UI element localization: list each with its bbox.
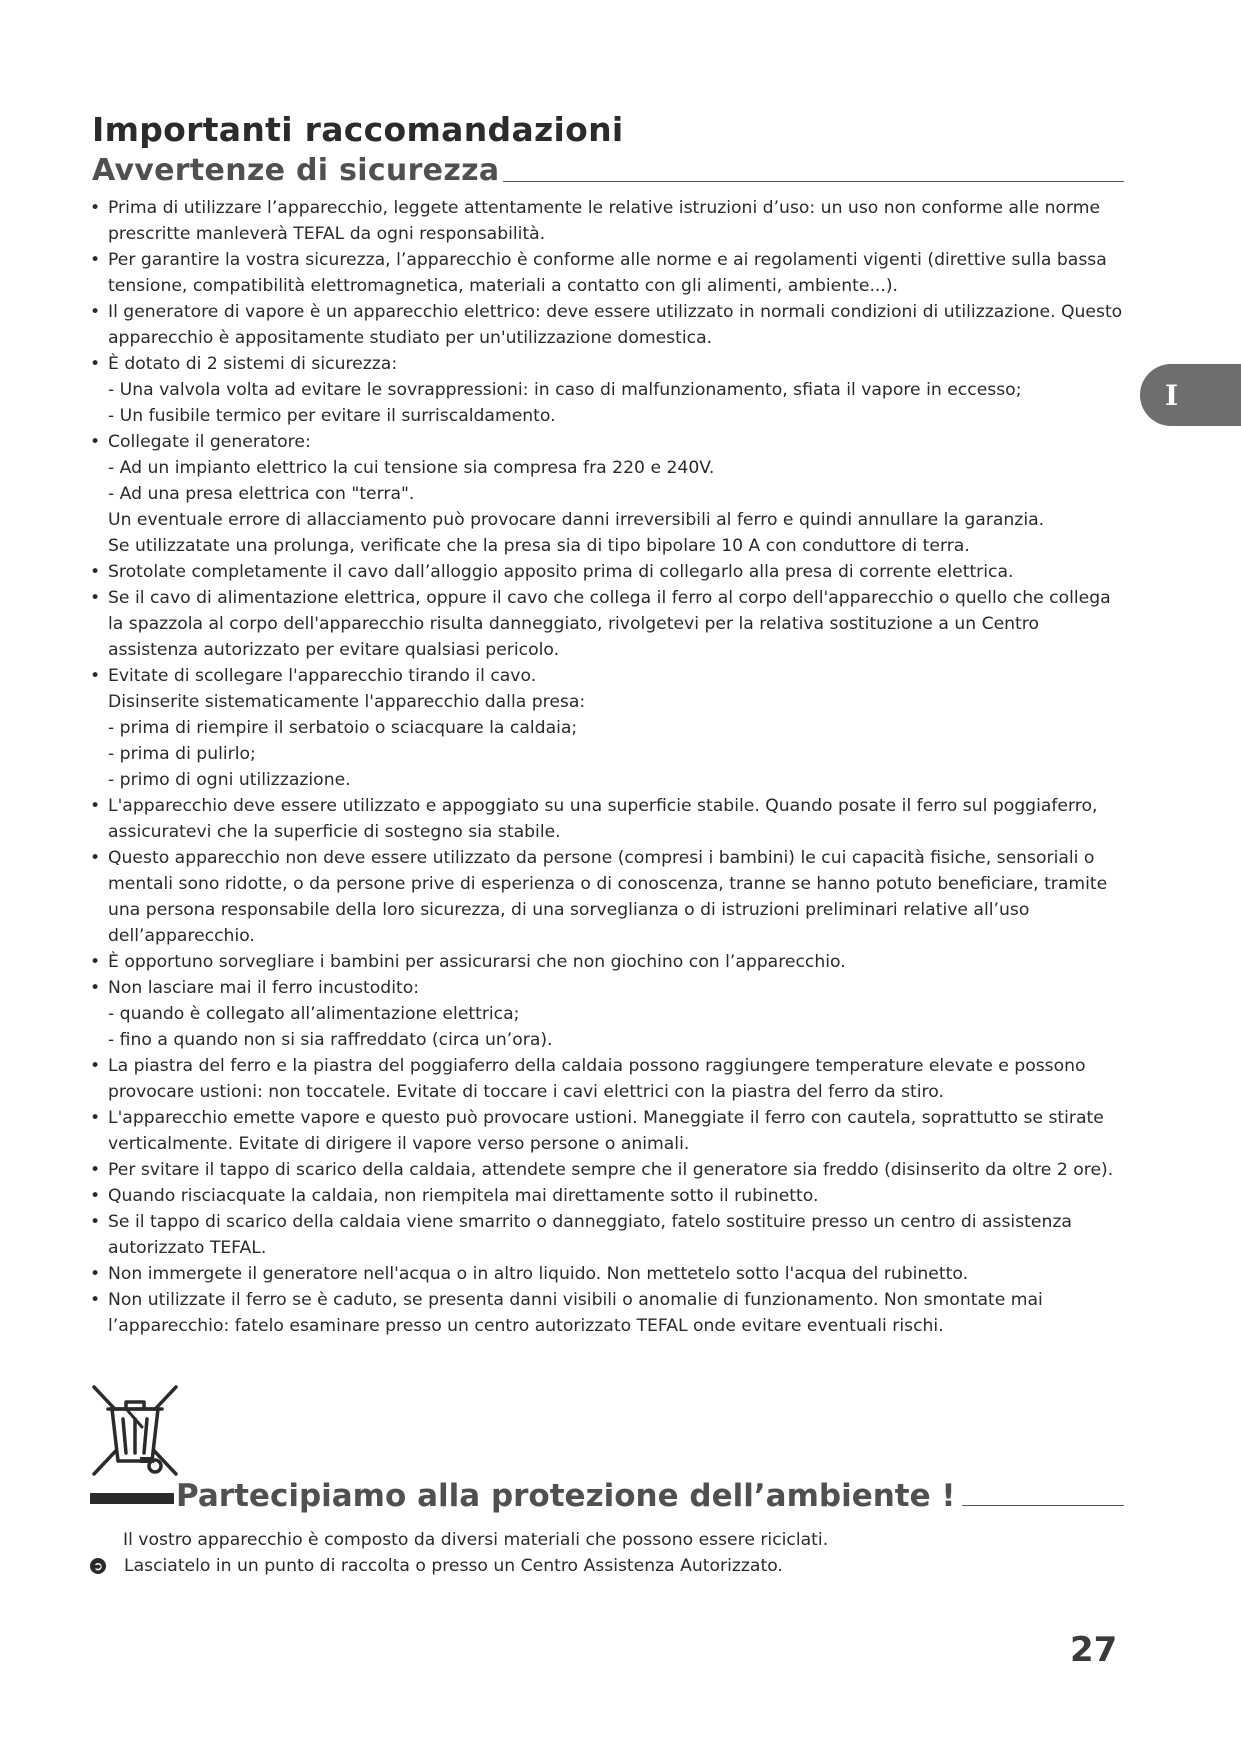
language-tab-marker: I	[1140, 364, 1241, 426]
environment-heading-text: Partecipiamo alla protezione dell’ambiente !	[176, 1478, 956, 1514]
safety-item-line: - primo di ogni utilizzazione.	[108, 770, 351, 790]
safety-item-line: dell’apparecchio.	[108, 926, 255, 946]
safety-item-line: • Se il tappo di scarico della caldaia viene smarrito o danneggiato, fatelo sostituire presso un centro di assistenza	[108, 1212, 1072, 1232]
safety-item-line: assistenza autorizzato per evitare qualsiasi pericolo.	[108, 640, 560, 660]
safety-item-line: - Ad un impianto elettrico la cui tensione sia compresa fra 220 e 240V.	[108, 458, 715, 478]
recycling-info-text: Il vostro apparecchio è composto da diversi materiali che possono essere riciclati.	[123, 1530, 829, 1550]
safety-item-line: • Non utilizzate il ferro se è caduto, se presenta danni visibili o anomalie di funzionamento. Non smontate mai	[108, 1290, 1043, 1310]
safety-item-line: mentali sono ridotte, o da persone prive di esperienza o di conoscenza, tranne se hanno potuto beneficiare, tramite	[108, 874, 1108, 894]
safety-item-line: • Evitate di scollegare l'apparecchio tirando il cavo.	[108, 666, 537, 686]
environment-heading-divider	[962, 1505, 1124, 1506]
safety-item	[90, 1209, 1205, 1261]
safety-item	[90, 1261, 1205, 1287]
safety-item-line: prescritte manleverà TEFAL da ogni responsabilità.	[108, 224, 546, 244]
safety-item-line: tensione, compatibilità elettromagnetica, materiali a contatto con gli alimenti, ambiente...).	[108, 276, 899, 296]
crossed-bin-weee-icon	[90, 1383, 180, 1478]
safety-item	[90, 247, 1205, 299]
subtitle-divider	[503, 181, 1124, 182]
recycling-instruction-text: Lasciatelo in un punto di raccolta o presso un Centro Assistenza Autorizzato.	[124, 1556, 783, 1576]
safety-item-line: • Non immergete il generatore nell'acqua o in altro liquido. Non mettetelo sotto l'acqua del rubinetto.	[108, 1264, 969, 1284]
safety-item-line: una persona responsabile della loro sicurezza, di una sorveglianza o di istruzioni preliminari relative all’uso	[108, 900, 1030, 920]
safety-item-line: - prima di riempire il serbatoio o sciacquare la caldaia;	[108, 718, 578, 738]
safety-item-line: • Srotolate completamente il cavo dall’alloggio apposito prima di collegarlo alla presa di corrente elettrica.	[108, 562, 1014, 582]
safety-item-line: • Collegate il generatore:	[108, 432, 311, 452]
page-number: 27	[1070, 1630, 1118, 1670]
recycling-instruction	[90, 1553, 783, 1579]
safety-item	[90, 299, 1205, 351]
safety-item	[90, 429, 1205, 559]
safety-item	[90, 949, 1205, 975]
safety-item-line: - fino a quando non si sia raffreddato (circa un’ora).	[108, 1030, 553, 1050]
safety-item-line: • Per svitare il tappo di scarico della caldaia, attendete sempre che il generatore sia freddo (disinserito da oltre 2 ore).	[108, 1160, 1114, 1180]
safety-item-line: - quando è collegato all’alimentazione elettrica;	[108, 1004, 520, 1024]
section-subtitle	[92, 153, 1124, 188]
safety-item-line: • L'apparecchio deve essere utilizzato e appoggiato su una superficie stabile. Quando posate il ferro sul poggiaferro,	[108, 796, 1098, 816]
safety-item-line: • Prima di utilizzare l’apparecchio, leggete attentamente le relative istruzioni d’uso: un uso non conforme alle norme	[108, 198, 1101, 218]
safety-item	[90, 195, 1205, 247]
safety-item-line: assicuratevi che la superficie di sostegno sia stabile.	[108, 822, 561, 842]
safety-item-line: l’apparecchio: fatelo esaminare presso un centro autorizzato TEFAL onde evitare eventuali rischi.	[108, 1316, 944, 1336]
safety-warnings-list	[90, 195, 1205, 1339]
safety-item	[90, 1287, 1205, 1339]
safety-item-line: • La piastra del ferro e la piastra del poggiaferro della caldaia possono raggiungere temperature elevate e possono	[108, 1056, 1086, 1076]
environment-heading	[90, 1478, 1124, 1514]
heading-bar-decoration	[90, 1493, 174, 1504]
arrow-right-icon: ➲	[90, 1558, 106, 1574]
safety-item	[90, 793, 1205, 845]
safety-item-line: • Per garantire la vostra sicurezza, l’apparecchio è conforme alle norme e ai regolamenti vigenti (direttive sulla bassa	[108, 250, 1107, 270]
safety-item-line: • Se il cavo di alimentazione elettrica, oppure il cavo che collega il ferro al corpo dell'apparecchio o quello che collega	[108, 588, 1111, 608]
safety-item-line: • È opportuno sorvegliare i bambini per assicurarsi che non giochino con l’apparecchio.	[108, 952, 846, 972]
safety-item	[90, 975, 1205, 1053]
safety-item-line: Se utilizzatate una prolunga, verificate che la presa sia di tipo bipolare 10 A con conduttore di terra.	[108, 536, 970, 556]
safety-item	[90, 559, 1205, 585]
safety-item	[90, 663, 1205, 793]
safety-item-line: - Un fusibile termico per evitare il surriscaldamento.	[108, 406, 556, 426]
page-title: Importanti raccomandazioni	[92, 110, 624, 149]
safety-item-line: - Ad una presa elettrica con "terra".	[108, 484, 415, 504]
safety-item-line: la spazzola al corpo dell'apparecchio risulta danneggiato, rivolgetevi per la relativa sostituzione a un Centro	[108, 614, 1039, 634]
safety-item	[90, 585, 1205, 663]
safety-item-line: verticalmente. Evitate di dirigere il vapore verso persone o animali.	[108, 1134, 690, 1154]
safety-item-line: - prima di pulirlo;	[108, 744, 256, 764]
safety-item	[90, 1053, 1205, 1105]
safety-item	[90, 1105, 1205, 1157]
safety-item-line: autorizzato TEFAL.	[108, 1238, 267, 1258]
safety-item-line: • Il generatore di vapore è un apparecchio elettrico: deve essere utilizzato in normali condizioni di utilizzazione. Questo	[108, 302, 1123, 322]
safety-item	[90, 1157, 1205, 1183]
safety-item-line: • È dotato di 2 sistemi di sicurezza:	[108, 354, 398, 374]
safety-item-line: provocare ustioni: non toccatele. Evitate di toccare i cavi elettrici con la piastra del ferro da stiro.	[108, 1082, 944, 1102]
safety-item-line: • L'apparecchio emette vapore e questo può provocare ustioni. Maneggiate il ferro con cautela, soprattutto se stirate	[108, 1108, 1104, 1128]
safety-item	[90, 351, 1205, 429]
safety-item-line: Disinserite sistematicamente l'apparecchio dalla presa:	[108, 692, 586, 712]
safety-item-line: Un eventuale errore di allacciamento può provocare danni irreversibili al ferro e quindi annullare la garanzia.	[108, 510, 1045, 530]
safety-item-line: • Non lasciare mai il ferro incustodito:	[108, 978, 420, 998]
safety-item	[90, 845, 1205, 949]
safety-item-line: • Quando risciacquate la caldaia, non riempitela mai direttamente sotto il rubinetto.	[108, 1186, 819, 1206]
section-subtitle-text: Avvertenze di sicurezza	[92, 153, 500, 188]
safety-item-line: - Una valvola volta ad evitare le sovrappressioni: in caso di malfunzionamento, sfiata il vapore in eccesso;	[108, 380, 1022, 400]
safety-item-line: • Questo apparecchio non deve essere utilizzato da persone (compresi i bambini) le cui capacità fisiche, sensoriali o	[108, 848, 1095, 868]
safety-item-line: apparecchio è appositamente studiato per un'utilizzazione domestica.	[108, 328, 713, 348]
safety-item	[90, 1183, 1205, 1209]
